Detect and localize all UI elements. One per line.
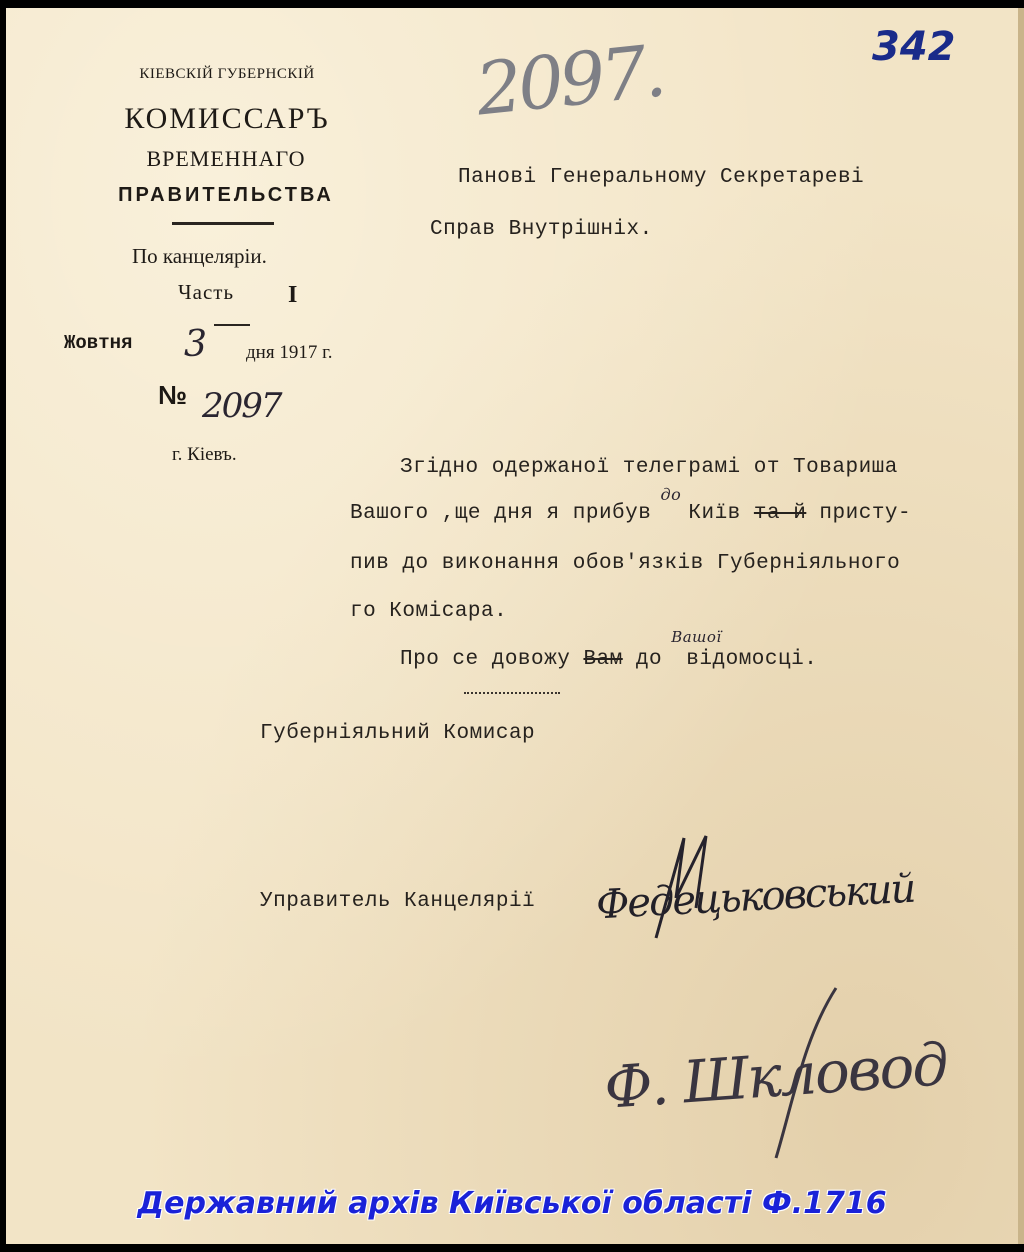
body-line2-part-a: Вашого ,ще дня я прибув xyxy=(350,502,652,525)
chancery-title: Управитель Канцелярії xyxy=(260,890,536,913)
body-line2-part-c: присту- xyxy=(819,502,912,525)
dotted-mark xyxy=(464,692,560,694)
letterhead-line1: КІЕВСКІЙ ГУБЕРНСКІЙ xyxy=(139,66,315,82)
date-year: дня 1917 г. xyxy=(246,342,333,363)
archive-caption: Державний архів Київської області Ф.1716 xyxy=(137,1186,887,1221)
body-line2-part-b: Київ xyxy=(688,502,741,525)
letterhead-line4: ПРАВИТЕЛЬСТВА xyxy=(118,184,334,206)
body-line3: пив до виконання обов'язків Губерніяльного xyxy=(350,552,901,575)
bottom-signature-stroke xyxy=(764,978,854,1168)
letterhead-line2: КОМИССАРЪ xyxy=(124,102,330,135)
date-day: 3 xyxy=(184,324,207,365)
number-label: № xyxy=(158,380,187,410)
body-line5-part-c: відомосці. xyxy=(686,648,818,671)
part-underline xyxy=(214,324,250,326)
bottom-signature: Ф. Шкловод xyxy=(602,1030,950,1122)
chancery-signature: Федецьковський xyxy=(595,865,916,929)
addressee-line1: Панові Генеральному Секретареві xyxy=(458,166,865,189)
city-label: г. Кіевъ. xyxy=(172,444,237,465)
body-line5-part-b: до xyxy=(635,648,663,671)
part-label: Часть xyxy=(178,280,235,304)
part-value: I xyxy=(288,282,298,308)
body-line2 xyxy=(350,485,912,525)
number-value: 2097 xyxy=(202,386,281,426)
department-label: По канцеляріи. xyxy=(132,244,267,268)
letterhead-line3: ВРЕМЕННАГО xyxy=(146,146,306,171)
letterhead-divider xyxy=(172,222,274,225)
addressee-line2: Справ Внутрішніх. xyxy=(430,218,653,241)
date-month: Жовтня xyxy=(64,332,133,354)
struck-word-vam: Вам xyxy=(583,648,623,671)
document-sheet xyxy=(6,8,1024,1244)
pencil-number: 2097. xyxy=(472,28,667,132)
body-line5-part-a: Про се довожу xyxy=(400,648,571,671)
signature-flourish xyxy=(636,828,756,948)
commissar-title: Губерніяльний Комисар xyxy=(260,722,536,745)
inserted-word-vashoi: Вашої xyxy=(671,628,722,646)
body-line5 xyxy=(400,628,818,671)
body-line1: Згідно одержаної телеграмі от Товариша xyxy=(400,456,898,479)
archive-sheet-number: 342 xyxy=(872,24,956,70)
body-line4: го Комісара. xyxy=(350,600,508,623)
struck-words: та й xyxy=(753,502,807,525)
inserted-word-do: до xyxy=(660,485,682,504)
